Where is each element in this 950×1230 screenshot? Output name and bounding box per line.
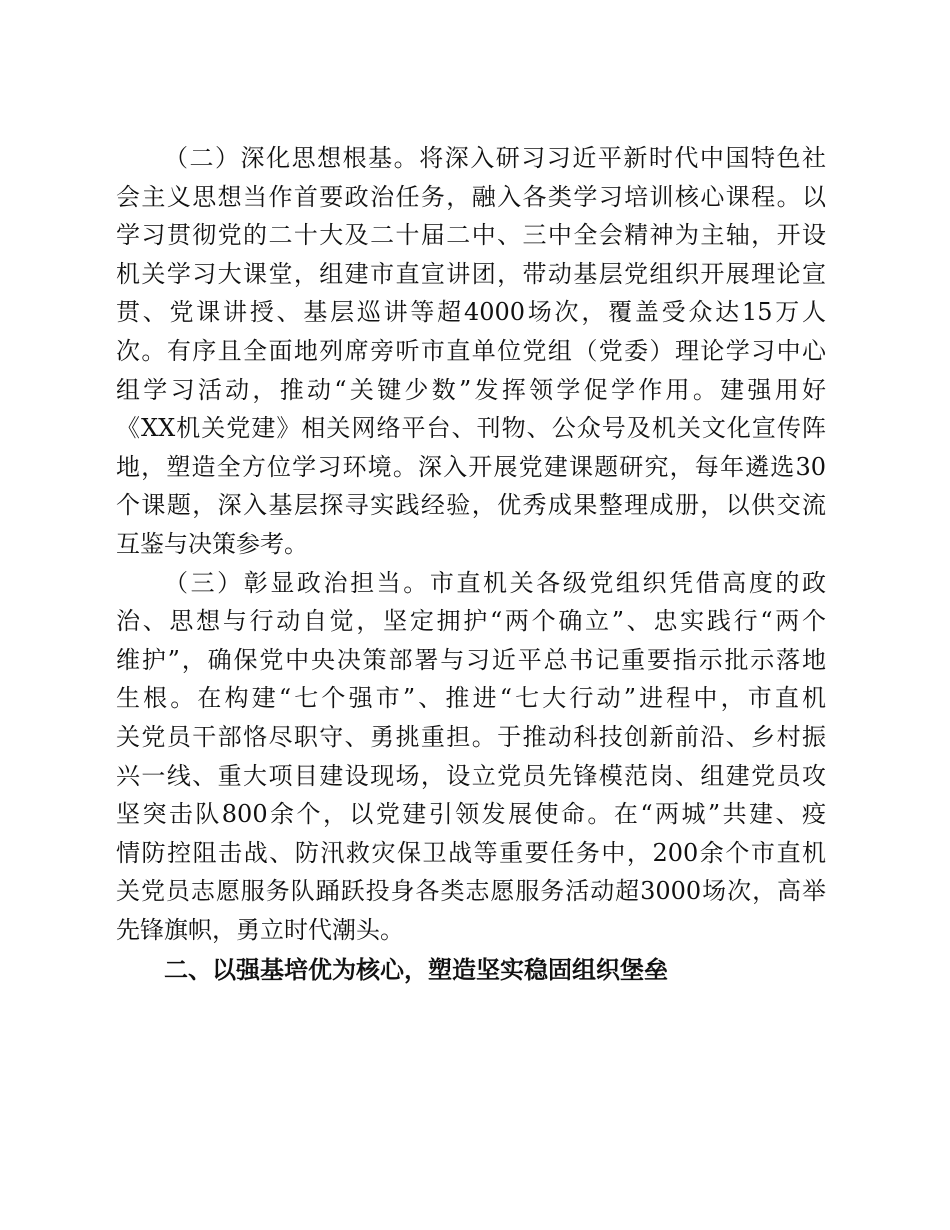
text-line: 会主义思想当作首要政治任务，融入各类学习培训核心课程。以 <box>116 182 826 211</box>
text-line: 治、思想与行动自觉，坚定拥护“两个确立”、忠实践行“两个 <box>116 607 826 636</box>
section-heading: 二、以强基培优为核心，塑造坚实稳固组织堡垒 <box>164 956 668 985</box>
text-line: 关党员干部恪尽职守、勇挑重担。于推动科技创新前沿、乡村振 <box>116 722 826 751</box>
text-line: 关党员志愿服务队踊跃投身各类志愿服务活动超3000场次，高举 <box>116 877 826 906</box>
text-line: 地，塑造全方位学习环境。深入开展党建课题研究，每年遴选30 <box>116 452 826 481</box>
text-line: 组学习活动，推动“关键少数”发挥领学促学作用。建强用好 <box>116 375 826 404</box>
text-line: 《XX机关党建》相关网络平台、刊物、公众号及机关文化宣传阵 <box>116 414 826 443</box>
text-line: （二）深化思想根基。将深入研习习近平新时代中国特色社 <box>164 144 826 172</box>
text-line: 机关学习大课堂，组建市直宣讲团，带动基层党组织开展理论宣 <box>116 259 826 288</box>
text-line: 次。有序且全面地列席旁听市直单位党组（党委）理论学习中心 <box>116 336 826 365</box>
document-body <box>116 139 826 990</box>
text-line: 互鉴与决策参考。 <box>116 529 308 558</box>
text-line: 先锋旗帜，勇立时代潮头。 <box>116 915 404 944</box>
paragraph-political-responsibility <box>116 564 826 950</box>
text-line: 贯、党课讲授、基层巡讲等超4000场次，覆盖受众达15万人 <box>116 298 826 327</box>
text-line: 学习贯彻党的二十大及二十届二中、三中全会精神为主轴，开设 <box>116 221 826 250</box>
text-line: 生根。在构建“七个强市”、推进“七大行动”进程中，市直机 <box>116 684 826 713</box>
text-line: 个课题，深入基层探寻实践经验，优秀成果整理成册，以供交流 <box>116 491 826 520</box>
text-line: 坚突击队800余个，以党建引领发展使命。在“两城”共建、疫 <box>116 800 826 829</box>
text-line: （三）彰显政治担当。市直机关各级党组织凭借高度的政 <box>164 568 826 597</box>
text-line: 维护”，确保党中央决策部署与习近平总书记重要指示批示落地 <box>116 645 826 674</box>
paragraph-deepen-ideology <box>116 139 826 564</box>
text-line: 情防控阻击战、防汛救灾保卫战等重要任务中，200余个市直机 <box>116 838 826 867</box>
text-line: 兴一线、重大项目建设现场，设立党员先锋模范岗、组建党员攻 <box>116 761 826 790</box>
